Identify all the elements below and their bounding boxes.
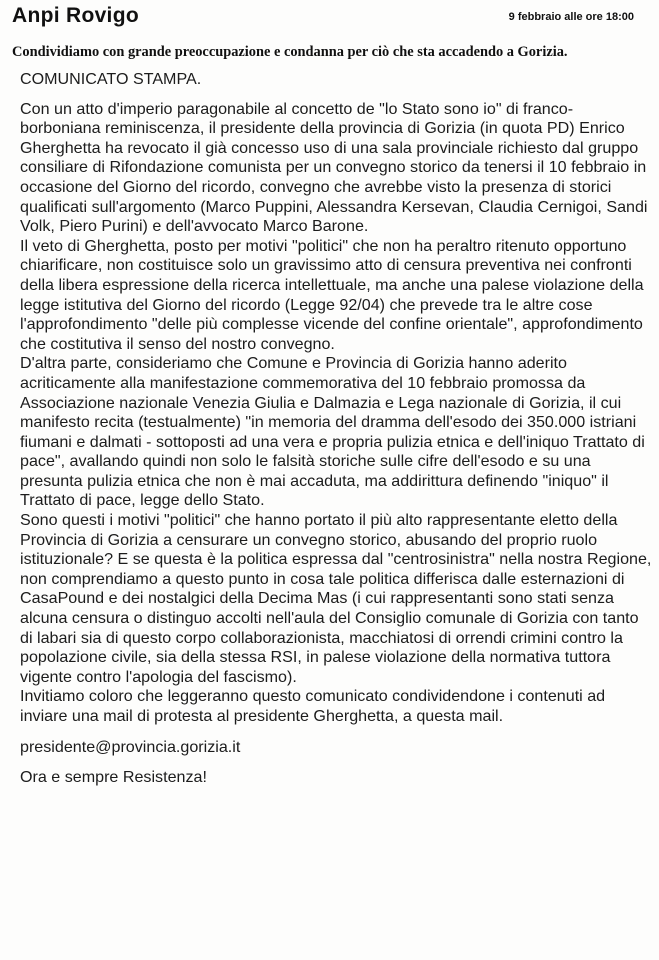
paragraph: D'altra parte, consideriamo che Comune e Provincia di Gorizia hanno aderito acriticamente alla manifestazione commemorativa del 10 febbraio promossa da Associazione nazionale Venezia Giulia e Dalmazia e Lega nazionale di Gorizia, il cui manifesto recita (testualmente) "in memoria del dramma dell'esodo dei 350.000 istriani fiumani e dalmati - sottoposti ad una vera e propria pulizia etnica e dell'iniquo Trattato di pace", avallando quindi non solo le falsità storiche sulle cifre dell'esodo e su una presunta pulizia etnica che non è mai accaduta, ma addirittura definendo "iniquo" il Trattato di pace, legge dello Stato.	[20, 354, 645, 510]
author-name[interactable]: Anpi Rovigo	[12, 4, 139, 27]
post-headline: Condividiamo con grande preoccupazione e condanna per ciò che sta accadendo a Gorizia.	[12, 44, 568, 60]
post-timestamp[interactable]: 9 febbraio alle ore 18:00	[508, 11, 634, 23]
paragraph: Sono questi i motivi "politici" che hanno portato il più alto rappresentante eletto della Provincia di Gorizia a censurare un convegno storico, abusando del proprio ruolo istituzionale? E se questa è la politica espressa dal "centrosinistra" nella nostra Regione, non comprendiamo a questo punto in cosa tale politica differisca dalle esternazioni di CasaPound e dei nostalgici della Decima Mas (i cui rappresentanti sono stati senza alcuna censura o distinguo accolti nell'aula del Consiglio comunale di Gorizia con tanto di labari sia di questo corpo collaborazionista, macchiatosi di orrendi crimini contro la popolazione civile, sia della stessa RSI, in palese violazione della normativa tuttora vigente contro l'apologia del fascismo).	[20, 511, 652, 686]
contact-email: presidente@provincia.gorizia.it	[20, 737, 241, 756]
press-release-body	[20, 70, 652, 788]
document-title: COMUNICATO STAMPA.	[20, 70, 202, 88]
post-header	[12, 4, 648, 36]
closing-line: Ora e sempre Resistenza!	[20, 768, 207, 787]
paragraph: Invitiamo coloro che leggeranno questo comunicato condividendone i contenuti ad inviare una mail di protesta al presidente Gherghetta, a questa mail.	[20, 687, 606, 725]
paragraph: Il veto di Gherghetta, posto per motivi "politici" che non ha peraltro ritenuto opportuno chiarificare, non costituisce solo un gravissimo atto di censura preventiva nei confronti della libera espressione della ricerca intellettuale, ma anche una palese violazione della legge istitutiva del Giorno del ricordo (Legge 92/04) che prevede tra le altre cose l'approfondimento "delle più complesse vicende del confine orientale", approfondimento che costitutiva il senso del nostro convegno.	[20, 236, 644, 353]
paragraph: Con un atto d'imperio paragonabile al concetto de "lo Stato sono io" di franco-borboniana reminiscenza, il presidente della provincia di Gorizia (in quota PD) Enrico Gherghetta ha revocato il già concesso uso di una sala provinciale richiesto dal gruppo consiliare di Rifondazione comunista per un convegno storico da tenersi il 10 febbraio in occasione del Giorno del ricordo, convegno che avrebbe visto la presenza di storici qualificati sull'argomento (Marco Puppini, Alessandra Kersevan, Claudia Cernigoi, Sandi Volk, Piero Purini) e dell'avvocato Marco Barone.	[20, 99, 648, 236]
